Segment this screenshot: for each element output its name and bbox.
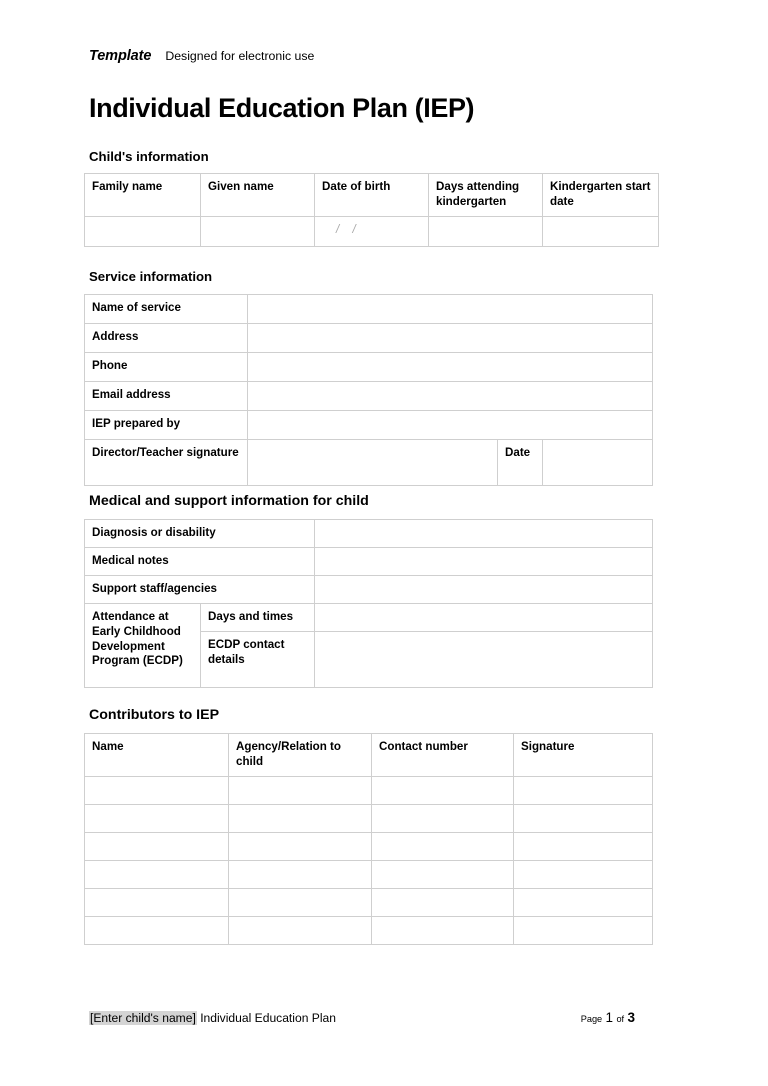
footer-page-word: Page <box>580 1014 603 1024</box>
column-header-date-of-birth: Date of birth <box>315 174 429 217</box>
label-name-of-service: Name of service <box>85 295 248 324</box>
table-row <box>85 548 653 576</box>
table-row <box>85 295 653 324</box>
field-contributor-signature[interactable] <box>514 832 653 860</box>
table-row <box>85 888 653 916</box>
field-ecdp-contact-details[interactable] <box>315 632 653 688</box>
table-row-signature <box>85 440 653 486</box>
field-contributor-agency[interactable] <box>229 804 372 832</box>
field-contributor-contact[interactable] <box>372 832 514 860</box>
child-information-table <box>84 173 659 247</box>
label-diagnosis-or-disability: Diagnosis or disability <box>85 520 315 548</box>
footer-document-label <box>89 1011 336 1025</box>
field-phone[interactable] <box>248 353 653 382</box>
field-contributor-agency[interactable] <box>229 832 372 860</box>
field-contributor-agency[interactable] <box>229 860 372 888</box>
field-contributor-contact[interactable] <box>372 776 514 804</box>
field-contributor-contact[interactable] <box>372 916 514 944</box>
label-signature-date: Date <box>498 440 543 486</box>
service-information-table <box>84 294 653 486</box>
field-name-of-service[interactable] <box>248 295 653 324</box>
page-title: Individual Education Plan (IEP) <box>89 93 475 123</box>
label-director-teacher-signature: Director/Teacher signature <box>85 440 248 486</box>
label-ecdp-contact-details: ECDP contact details <box>201 632 315 688</box>
label-support-staff-agencies: Support staff/agencies <box>85 576 315 604</box>
field-contributor-contact[interactable] <box>372 888 514 916</box>
page-footer <box>89 1010 657 1025</box>
table-row <box>85 520 653 548</box>
field-contributor-signature[interactable] <box>514 776 653 804</box>
label-email-address: Email address <box>85 382 248 411</box>
footer-total-pages: 3 <box>627 1010 635 1025</box>
field-medical-notes[interactable] <box>315 548 653 576</box>
table-row <box>85 216 659 246</box>
medical-support-information-table <box>84 519 653 688</box>
table-row <box>85 411 653 440</box>
table-row <box>85 324 653 353</box>
section-heading-contributors-to-iep: Contributors to IEP <box>89 707 220 723</box>
section-heading-medical-support-information: Medical and support information for child <box>89 493 369 509</box>
field-contributor-signature[interactable] <box>514 804 653 832</box>
column-header-days-attending-kindergarten: Days attending kindergarten <box>429 174 543 217</box>
field-email-address[interactable] <box>248 382 653 411</box>
table-row <box>85 832 653 860</box>
column-header-kindergarten-start-date: Kindergarten start date <box>543 174 659 217</box>
field-date-of-birth[interactable] <box>315 216 429 246</box>
field-contributor-agency[interactable] <box>229 776 372 804</box>
field-contributor-signature[interactable] <box>514 888 653 916</box>
label-phone: Phone <box>85 353 248 382</box>
field-signature-date[interactable] <box>543 440 653 486</box>
footer-of-word: of <box>616 1014 625 1024</box>
label-ecdp-days-and-times: Days and times <box>201 604 315 632</box>
label-iep-prepared-by: IEP prepared by <box>85 411 248 440</box>
field-director-teacher-signature[interactable] <box>248 440 498 486</box>
table-row <box>85 860 653 888</box>
section-heading-service-information: Service information <box>89 269 213 284</box>
field-contributor-signature[interactable] <box>514 916 653 944</box>
field-contributor-contact[interactable] <box>372 804 514 832</box>
table-row <box>85 776 653 804</box>
field-support-staff-agencies[interactable] <box>315 576 653 604</box>
header-tagline: Designed for electronic use <box>165 49 315 63</box>
label-medical-notes: Medical notes <box>85 548 315 576</box>
footer-page-number <box>581 1010 657 1025</box>
table-header-row <box>85 734 653 777</box>
table-row <box>85 604 653 632</box>
field-contributor-name[interactable] <box>85 860 229 888</box>
field-given-name[interactable] <box>201 216 315 246</box>
contributors-table <box>84 733 653 945</box>
label-address: Address <box>85 324 248 353</box>
field-contributor-name[interactable] <box>85 888 229 916</box>
field-kindergarten-start-date[interactable] <box>543 216 659 246</box>
field-iep-prepared-by[interactable] <box>248 411 653 440</box>
table-row <box>85 804 653 832</box>
column-header-name: Name <box>85 734 229 777</box>
column-header-contact-number: Contact number <box>372 734 514 777</box>
document-header <box>89 48 314 64</box>
date-placeholder: / / <box>336 222 361 236</box>
column-header-family-name: Family name <box>85 174 201 217</box>
field-ecdp-days-and-times[interactable] <box>315 604 653 632</box>
table-row <box>85 353 653 382</box>
column-header-signature: Signature <box>514 734 653 777</box>
template-label: Template <box>89 48 152 64</box>
field-diagnosis-or-disability[interactable] <box>315 520 653 548</box>
field-days-attending-kindergarten[interactable] <box>429 216 543 246</box>
field-contributor-name[interactable] <box>85 832 229 860</box>
field-contributor-name[interactable] <box>85 776 229 804</box>
table-row <box>85 916 653 944</box>
footer-doc-name: Individual Education Plan <box>196 1011 337 1025</box>
field-address[interactable] <box>248 324 653 353</box>
field-contributor-contact[interactable] <box>372 860 514 888</box>
field-contributor-name[interactable] <box>85 804 229 832</box>
field-contributor-signature[interactable] <box>514 860 653 888</box>
section-heading-child-information: Child's information <box>89 149 209 164</box>
table-row <box>85 576 653 604</box>
label-ecdp-attendance-group: Attendance at Early Childhood Development Program (ECDP) <box>85 604 201 688</box>
field-family-name[interactable] <box>85 216 201 246</box>
footer-child-name-field[interactable]: [Enter child's name] <box>90 1011 196 1025</box>
column-header-given-name: Given name <box>201 174 315 217</box>
table-header-row <box>85 174 659 217</box>
field-contributor-name[interactable] <box>85 916 229 944</box>
footer-current-page: 1 <box>605 1010 614 1025</box>
column-header-agency-relation-to-child: Agency/Relation to child <box>229 734 372 777</box>
table-row <box>85 382 653 411</box>
field-contributor-agency[interactable] <box>229 916 372 944</box>
field-contributor-agency[interactable] <box>229 888 372 916</box>
